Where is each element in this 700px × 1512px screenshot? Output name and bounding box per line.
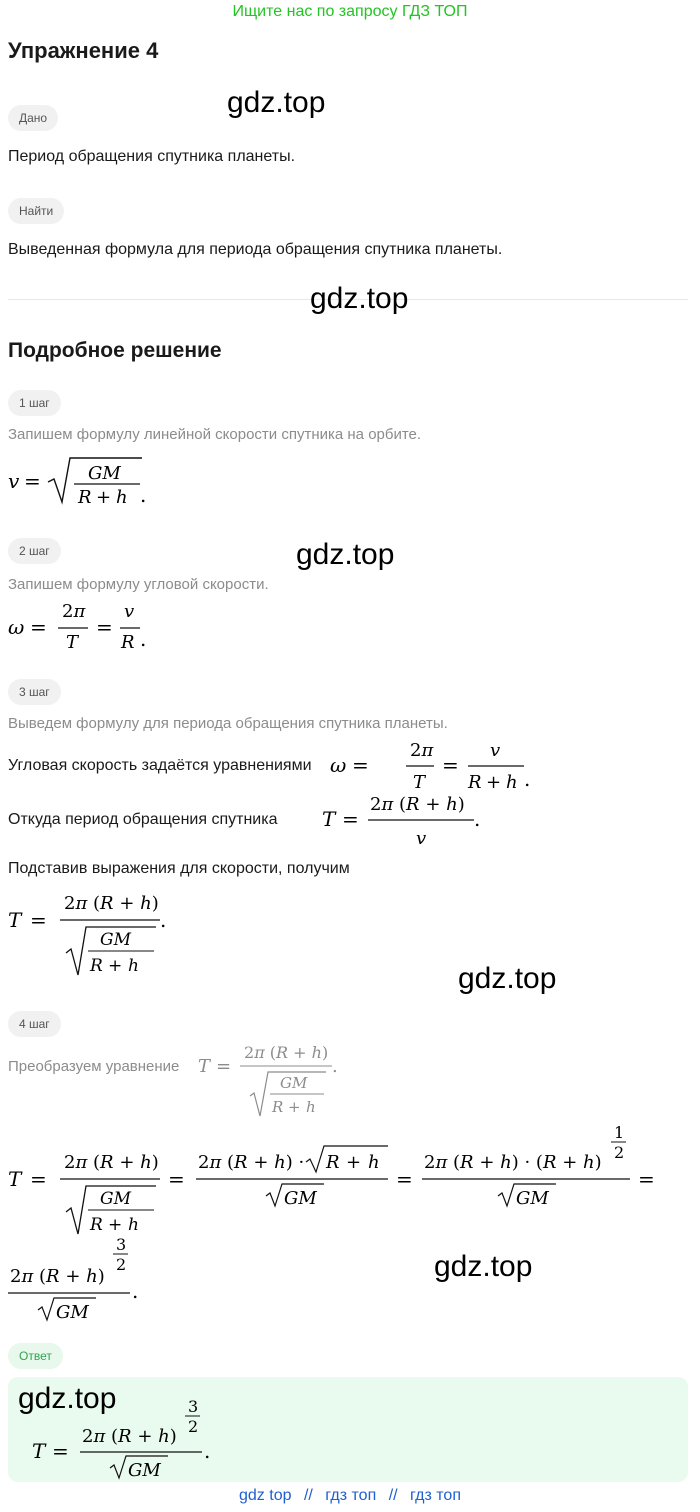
svg-text:3: 3 (188, 1397, 199, 1416)
svg-text:=: = (168, 1167, 185, 1191)
formula-velocity (8, 452, 168, 512)
svg-text:2π (R + h) · (R + h): 2π (R + h) · (R + h) (424, 1152, 602, 1173)
svg-text:T: T (413, 772, 426, 793)
step-4-caption: Преобразуем уравнение (8, 1058, 180, 1075)
watermark: gdz.top (434, 1250, 533, 1283)
step-3-caption: Выведем формулу для периода обращения спутника планеты. (8, 715, 448, 732)
top-banner: Ищите нас по запросу ГДЗ ТОП (232, 3, 468, 20)
svg-text:=: = (52, 1439, 69, 1463)
svg-text:=: = (638, 1167, 655, 1191)
svg-text:=: = (24, 469, 41, 493)
watermark: gdz.top (18, 1382, 117, 1415)
svg-text:h: h (506, 772, 518, 793)
svg-text:T: T (8, 1167, 22, 1191)
watermark: gdz.top (310, 282, 409, 315)
svg-text:.: . (132, 1279, 139, 1303)
svg-text:=: = (442, 753, 459, 777)
svg-text:.: . (160, 908, 167, 932)
svg-text:2π (R + h): 2π (R + h) (82, 1426, 177, 1447)
svg-text:.: . (332, 1056, 338, 1077)
svg-text:GM: GM (88, 463, 121, 484)
svg-text:+: + (486, 772, 502, 793)
svg-text:R: R (326, 1152, 340, 1173)
svg-text:T: T (66, 632, 79, 653)
watermark: gdz.top (458, 962, 557, 995)
formula-transform-gray (198, 1040, 348, 1124)
formula-period (322, 792, 492, 852)
svg-text:GM: GM (516, 1188, 549, 1209)
svg-text:R: R (90, 956, 103, 976)
svg-text:2π (R + h): 2π (R + h) (370, 794, 465, 815)
formula-transform-chain (8, 1122, 668, 1242)
page-title: Упражнение 4 (8, 38, 159, 63)
svg-text:+: + (96, 487, 112, 508)
svg-text:R: R (121, 632, 135, 653)
svg-text:GM: GM (284, 1188, 317, 1209)
svg-text:.: . (524, 767, 531, 791)
footer-separator: // (303, 1487, 313, 1504)
watermark: gdz.top (296, 538, 395, 571)
svg-text:=: = (352, 753, 369, 777)
footer-link-gdz-top-ru[interactable]: гдз топ (325, 1487, 377, 1504)
svg-text:GM: GM (128, 1460, 161, 1481)
svg-text:+: + (108, 1215, 123, 1235)
svg-text:2π (R + h): 2π (R + h) (244, 1043, 329, 1062)
step-1-chip: 1 шаг (8, 390, 61, 416)
svg-text:.: . (140, 627, 147, 651)
svg-text:GM: GM (56, 1302, 89, 1323)
step-2-caption: Запишем формулу угловой скорости. (8, 576, 269, 593)
svg-text:=: = (96, 615, 113, 639)
svg-text:2π (R + h): 2π (R + h) (64, 893, 159, 914)
svg-text:R: R (90, 1215, 103, 1235)
svg-text:=: = (216, 1056, 232, 1077)
svg-text:v: v (490, 740, 501, 761)
given-text: Период обращения спутника планеты. (8, 148, 296, 165)
svg-text:=: = (396, 1167, 413, 1191)
svg-text:+: + (288, 1098, 301, 1116)
footer-link-gdz-top[interactable]: gdz top (239, 1487, 292, 1504)
find-text: Выведенная формула для периода обращения спутника планеты. (8, 241, 503, 258)
footer-link-gdz-top-ru-2[interactable]: гдз топ (410, 1487, 461, 1504)
svg-text:=: = (30, 908, 47, 932)
svg-text:h: h (306, 1098, 316, 1116)
svg-text:h: h (368, 1152, 380, 1173)
svg-text:2π (R + h): 2π (R + h) (64, 1152, 159, 1173)
step-3-line-2: Откуда период обращения спутника (8, 811, 278, 828)
svg-text:T: T (8, 908, 22, 932)
svg-text:2: 2 (116, 1255, 127, 1274)
watermark: gdz.top (227, 86, 326, 119)
section-title: Подробное решение (8, 339, 222, 362)
svg-text:2π: 2π (410, 740, 434, 761)
svg-text:.: . (474, 807, 481, 831)
footer-separator: // (388, 1487, 398, 1504)
step-3-chip: 3 шаг (8, 679, 61, 705)
footer-links (0, 1487, 700, 1505)
svg-text:h: h (116, 487, 128, 508)
svg-text:.: . (204, 1439, 211, 1463)
formula-period-substituted (8, 891, 178, 983)
formula-omega-orbit (330, 738, 540, 798)
find-chip: Найти (8, 198, 64, 224)
svg-text:v: v (124, 601, 135, 622)
formula-answer (32, 1397, 222, 1486)
svg-text:ω: ω (330, 753, 347, 777)
svg-text:ω: ω (8, 615, 25, 639)
svg-text:=: = (30, 615, 47, 639)
step-3-line-1: Угловая скорость задаётся уравнениями (8, 757, 312, 774)
given-chip: Дано (8, 105, 58, 131)
step-1-caption: Запишем формулу линейной скорости спутника на орбите. (8, 426, 422, 443)
formula-transform-result (8, 1234, 168, 1326)
svg-text:GM: GM (280, 1074, 308, 1092)
svg-text:h: h (128, 1215, 139, 1235)
svg-text:2π (R + h): 2π (R + h) (10, 1266, 105, 1287)
step-2-chip: 2 шаг (8, 538, 61, 564)
svg-text:R: R (78, 487, 92, 508)
svg-text:1: 1 (614, 1123, 625, 1142)
svg-text:GM: GM (100, 1189, 131, 1209)
svg-text:2π: 2π (62, 601, 86, 622)
svg-text:.: . (140, 483, 147, 507)
svg-text:T: T (198, 1056, 211, 1077)
svg-text:R: R (468, 772, 482, 793)
svg-text:h: h (128, 956, 139, 976)
svg-text:+: + (346, 1152, 362, 1173)
svg-text:=: = (342, 807, 359, 831)
formula-omega (8, 598, 148, 658)
svg-text:v: v (416, 828, 427, 849)
svg-text:+: + (108, 956, 123, 976)
svg-text:T: T (32, 1439, 46, 1463)
step-4-chip: 4 шаг (8, 1011, 61, 1037)
svg-text:2: 2 (614, 1143, 625, 1162)
svg-text:3: 3 (116, 1235, 127, 1254)
answer-chip: Ответ (8, 1343, 63, 1369)
svg-text:2π (R + h) ·: 2π (R + h) · (198, 1152, 305, 1173)
svg-text:=: = (30, 1167, 47, 1191)
svg-text:R: R (272, 1098, 284, 1116)
svg-text:v: v (8, 469, 20, 493)
svg-text:GM: GM (100, 930, 131, 950)
step-3-line-3: Подставив выражения для скорости, получим (8, 860, 350, 877)
svg-text:T: T (322, 807, 336, 831)
svg-text:2: 2 (188, 1417, 199, 1436)
